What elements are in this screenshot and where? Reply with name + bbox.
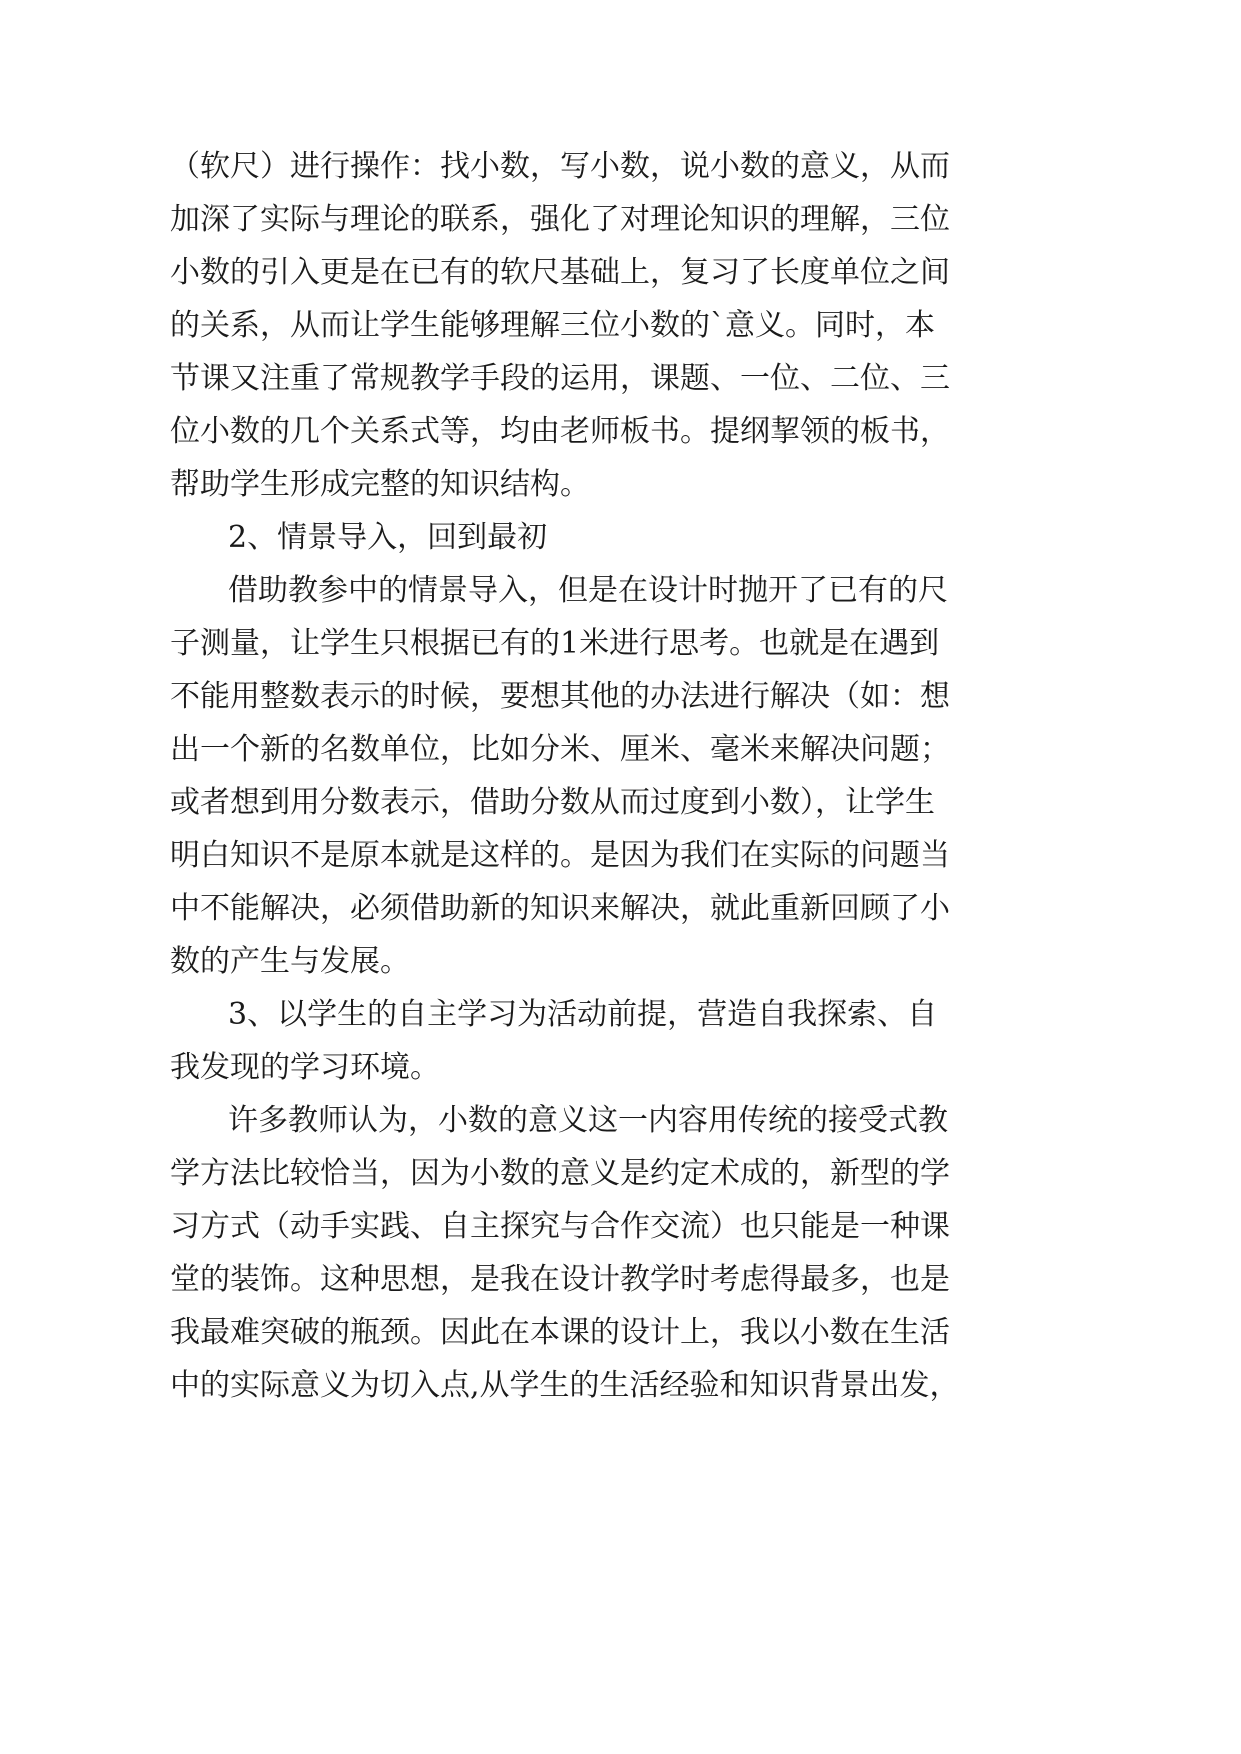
text-line: 出一个新的名数单位，比如分米、厘米、毫米来解决问题； (170, 732, 950, 767)
section-heading: 3、以学生的自主学习为活动前提，营造自我探索、自 (228, 997, 938, 1032)
text-line: 许多教师认为，小数的意义这一内容用传统的接受式教 (228, 1103, 948, 1138)
section-heading: 2、情景导入，回到最初 (228, 520, 548, 555)
text-line: 习方式（动手实践、自主探究与合作交流）也只能是一种课 (170, 1209, 950, 1244)
text-line: 借助教参中的情景导入，但是在设计时抛开了已有的尺 (228, 573, 948, 608)
text-line: 帮助学生形成完整的知识结构。 (170, 467, 590, 502)
text-line: 不能用整数表示的时候，要想其他的办法进行解决（如：想 (170, 679, 950, 714)
text-line: 小数的引入更是在已有的软尺基础上，复习了长度单位之间 (170, 255, 950, 290)
text-line: 子测量，让学生只根据已有的1米进行思考。也就是在遇到 (170, 626, 940, 661)
section-heading: 我发现的学习环境。 (170, 1050, 440, 1085)
text-line: 的关系，从而让学生能够理解三位小数的`意义。同时，本 (170, 308, 935, 343)
text-line: 学方法比较恰当，因为小数的意义是约定术成的，新型的学 (170, 1156, 950, 1191)
text-line: 位小数的几个关系式等，均由老师板书。提纲挈领的板书， (170, 414, 950, 449)
text-line: 我最难突破的瓶颈。因此在本课的设计上，我以小数在生活 (170, 1315, 950, 1350)
text-line: 中不能解决，必须借助新的知识来解决，就此重新回顾了小 (170, 891, 950, 926)
text-line: 加深了实际与理论的联系，强化了对理论知识的理解，三位 (170, 202, 950, 237)
text-line: （软尺）进行操作：找小数，写小数，说小数的意义，从而 (170, 149, 950, 184)
text-line: 数的产生与发展。 (170, 944, 410, 979)
text-line: 或者想到用分数表示，借助分数从而过度到小数），让学生 (170, 785, 935, 820)
text-line: 明白知识不是原本就是这样的。是因为我们在实际的问题当 (170, 838, 950, 873)
text-line: 中的实际意义为切入点,从学生的生活经验和知识背景出发， (170, 1368, 960, 1403)
text-line: 节课又注重了常规教学手段的运用，课题、一位、二位、三 (170, 361, 950, 396)
text-line: 堂的装饰。这种思想，是我在设计教学时考虑得最多，也是 (170, 1262, 950, 1297)
